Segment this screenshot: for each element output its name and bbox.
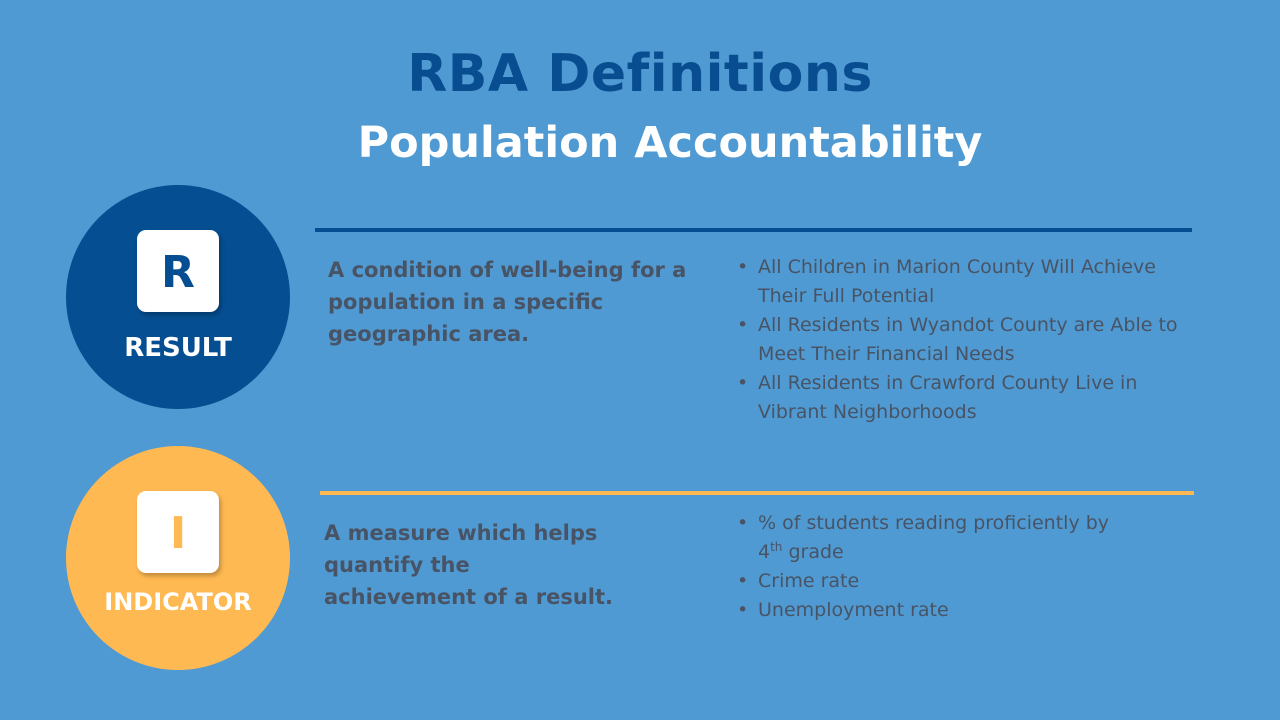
result-divider: [315, 228, 1192, 232]
result-circle: [66, 185, 290, 409]
indicator-example-text: Unemployment rate: [758, 599, 949, 621]
result-examples-list: [737, 253, 1207, 427]
result-label: RESULT: [124, 333, 232, 363]
indicator-example-number: 4: [758, 541, 771, 563]
result-example-text: All Children in Marion County Will Achieve Their Full Potential: [758, 256, 1156, 307]
page-title: RBA Definitions: [407, 44, 873, 104]
indicator-example-text: % of students reading proficiently by: [758, 512, 1110, 534]
bullet-icon: •: [737, 372, 749, 394]
list-item: [737, 596, 1207, 625]
list-item: [737, 253, 1207, 311]
indicator-definition: A measure which helps quantify the achievement of a result.: [324, 521, 613, 609]
result-letter-box: R: [137, 230, 219, 312]
bullet-icon: •: [737, 314, 749, 336]
result-example-text: All Residents in Wyandot County are Able to Meet Their Financial Needs: [758, 314, 1178, 365]
list-item: [737, 509, 1207, 567]
indicator-letter-box: I: [137, 491, 219, 573]
list-item: [737, 369, 1207, 427]
list-item: [737, 567, 1207, 596]
indicator-label: INDICATOR: [104, 588, 252, 616]
page-subtitle: Population Accountability: [357, 118, 983, 168]
indicator-example-text: Crime rate: [758, 570, 860, 592]
indicator-example-superscript: th: [770, 540, 783, 554]
result-definition: A condition of well-being for a population in a specific geographic area.: [328, 258, 687, 346]
list-item: [737, 311, 1207, 369]
indicator-example-text: grade: [788, 541, 844, 563]
indicator-divider: [320, 491, 1194, 495]
bullet-icon: •: [737, 599, 749, 621]
indicator-circle: [66, 446, 290, 670]
bullet-icon: •: [737, 570, 749, 592]
result-example-text: All Residents in Crawford County Live in Vibrant Neighborhoods: [758, 372, 1138, 423]
indicator-examples-list: [737, 509, 1207, 625]
bullet-icon: •: [737, 256, 749, 278]
bullet-icon: •: [737, 512, 749, 534]
